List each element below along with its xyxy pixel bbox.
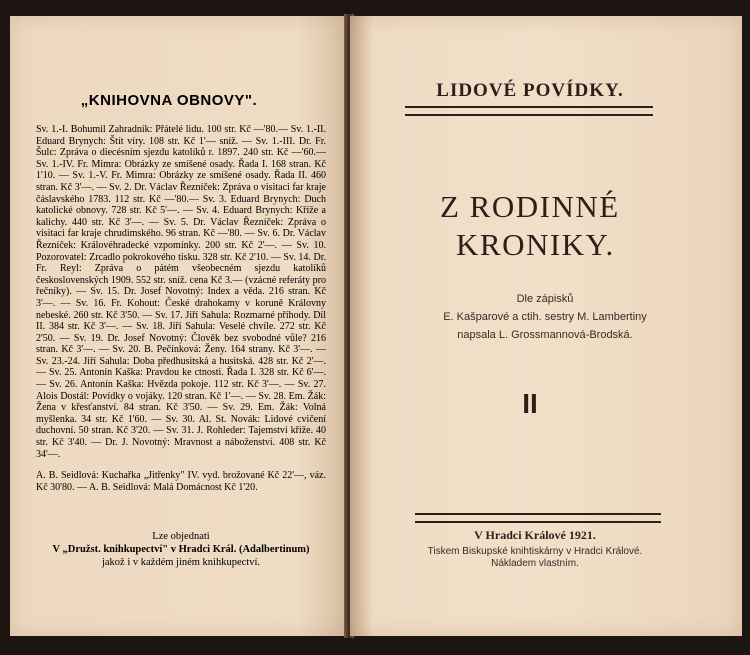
volume-number: II (522, 388, 538, 419)
author-line-3: napsala L. Grossmannová-Brodská. (457, 329, 633, 341)
place-year: V Hradci Králové 1921. (474, 528, 596, 542)
order-also: jakož i v každém jiném knihkupectví. (101, 557, 261, 568)
book-title-line-2: KRONIKY. (456, 227, 615, 262)
top-double-rule (405, 106, 653, 116)
author-line-1: Dle zápisků (516, 293, 574, 305)
book-title-line-1: Z RODINNÉ (440, 189, 620, 224)
order-line: Lze objednati (152, 531, 210, 542)
series-title: LIDOVÉ POVÍDKY. (436, 80, 624, 101)
catalog-cookbook: A. B. Seidlová: Kuchařka „Jitřenky" IV. vyd. brožované Kč 22'—, váz. Kč 30'80. — A. B. Seidlová: Malá Domácnost Kč 1'20. (36, 470, 326, 493)
catalog-list (36, 124, 326, 493)
publisher-name: V „Družst. knihkupectví" v Hradci Král. (Adalbertinum) (52, 544, 310, 555)
author-credit (380, 290, 710, 344)
book-title (440, 188, 690, 264)
bottom-double-rule (415, 513, 661, 523)
imprint (400, 546, 670, 570)
publisher-note: Nákladem vlastním. (491, 558, 579, 569)
catalog-entries: Sv. 1.-I. Bohumil Zahradník: Přátelé lidu. 100 str. Kč —'80.— Sv. 1.-II. Eduard Brynych: Štít víry. 108 str. Kč 1'— sníž. — Sv. 1.-III. Dr. Fr. Šulc: Zpráva o diecésním sjezdu katolíků r. 1897. 240 str. Kč —'60.— Sv. 1.-IV. Fr. Mimra: Obrázky ze smíšené osady. Řada I. 168 stran. Kč 1'10. — Sv. 1.-V. Fr. Mimra: Obrázky ze smíšené osady. Řada II. 460 stran. Kč 3'—. — Sv. 2. Dr. Václav Řezníček: Zpráva o visitaci far kraje čáslavského 1783. 112 str. Kč —'80.— Sv. 3. Eduard Brynych: Duch katolické obnovy. 728 str. Kč 5'—. — Sv. 4. Eduard Brynych: Kříže a kalichy. 440 str. Kč 3'—. — Sv. 5. Dr. Václav Řezníček: Zpráva o visitaci far kraje chrudimského. 96 stran. Kč —'80. — Sv. 6. Dr. Václav Řezníček: Královéhradecké vzpomínky. 200 str. Kč 2'—. — Sv. 10. Pozorovatel: Zrcadlo pokrokového tisku. 328 str. Kč 2'10. — Sv. 14. Dr. Fr. Reyl: Zpráva o pátém všeobecném sjezdu katolíků československých 1909. 552 str. sníž. cena Kč 3.— (vzácné referáty pro řečníky). — Sv. 15. Dr. Josef Novotný: Index a věda. 216 stran. Kč 3'—. — Sv. 16. Fr. Kohout: České drahokamy v koruně Královny nebeské. 260 str. Kč 3'50. — Sv. 17. Jiří Sahula: Rozmarné příhody. Díl II. 384 str. Kč 3'—. — Sv. 18. Jiří Sahula: Veselé chvíle. 272 str. Kč 2'50. — Sv. 19. Dr. Josef Novotný: Člověk bez svobodné vůle? 216 stran. Kč 3'—. — Sv. 20. B. Pečínková: Ženy. 164 strany. Kč 3'—. — Sv. 23.-24. Jiří Sahula: Doba předhusitská a husitská. 428 str. Kč 2'—. — Sv. 25. Antonín Kaška: Pravdou ke ctnosti. Řada I. 328 str. Kč 6'—. — Sv. 26. Antonín Kaška: Hvězda pokoje. 112 str. Kč 3'—. — Sv. 27. Alois Dostál: Povídky o vojáky. 120 stran. Kč 1'—. — Sv. 28. Em. Žák: Žena v křesťanství. 84 stran. Kč 3'50. — Sv. 29. Em. Žák: Volná myšlenka. 34 str. Kč 1'60. — Sv. 30. Al. St. Novák: Lidové cvičení duchovní. 50 stran. Kč 3'20. — Sv. 31. J. Rohleder: Tajemství kříže. 40 str. Kč 3'40. — Dr. J. Novotný: Mravnost a náboženství. 408 str. Kč 34'—. (36, 124, 326, 460)
order-info (36, 530, 326, 569)
printer-line: Tiskem Biskupské knihtiskárny v Hradci Králové. (427, 546, 643, 557)
author-line-2: E. Kašparové a ctih. sestry M. Lambertiny (443, 311, 647, 323)
library-heading: „KNIHOVNA OBNOVY". (80, 92, 258, 109)
